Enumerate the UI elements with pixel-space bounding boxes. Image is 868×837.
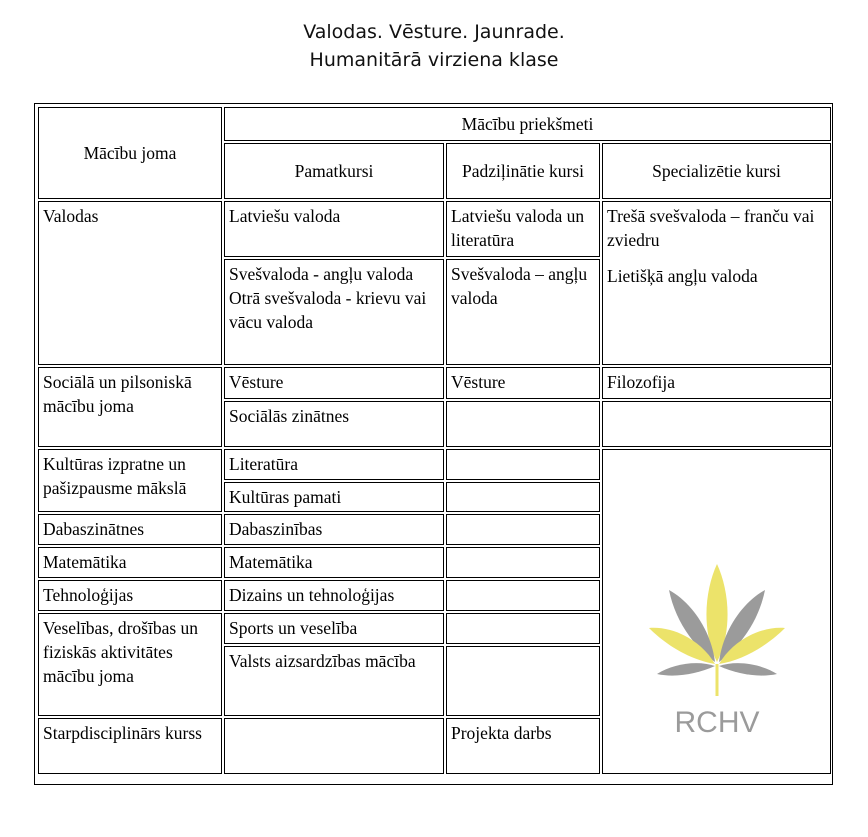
- social-specialized-1: Filozofija: [602, 367, 831, 399]
- title-line-2: Humanitārā virziena klase: [309, 49, 559, 71]
- valodas-basic-2: [224, 259, 444, 365]
- area-math: Matemātika: [38, 547, 222, 578]
- rchv-logo: [645, 550, 790, 750]
- valodas-basic-2-line1: Svešvaloda - angļu valoda: [229, 264, 414, 284]
- interdisciplinary-basic: [224, 718, 444, 774]
- culture-basic-1: Literatūra: [224, 449, 444, 480]
- social-advanced-2: [446, 401, 600, 447]
- header-advanced: Padziļinātie kursi: [446, 143, 600, 199]
- culture-advanced-1: [446, 449, 600, 480]
- math-advanced: [446, 547, 600, 578]
- math-basic: Matemātika: [224, 547, 444, 578]
- area-valodas: Valodas: [38, 201, 222, 365]
- header-basic: Pamatkursi: [224, 143, 444, 199]
- area-social: Sociālā un pilsoniskā mācību joma: [38, 367, 222, 447]
- interdisciplinary-advanced: Projekta darbs: [446, 718, 600, 774]
- tech-advanced: [446, 580, 600, 611]
- curriculum-table-frame: [34, 103, 833, 785]
- valodas-spec-1: Trešā svešvaloda – franču vai zviedru: [607, 206, 815, 250]
- header-subjects: Mācību priekšmeti: [224, 107, 831, 141]
- health-basic-1: Sports un veselība: [224, 613, 444, 644]
- logo-cell: [602, 449, 831, 774]
- health-advanced-2: [446, 646, 600, 716]
- culture-basic-2: Kultūras pamati: [224, 482, 444, 512]
- leaf-icon: [649, 564, 785, 696]
- valodas-basic-1: Latviešu valoda: [224, 201, 444, 257]
- valodas-basic-2-line2: Otrā svešvaloda - krievu vai vācu valoda: [229, 288, 427, 332]
- document-title: [0, 18, 868, 74]
- social-specialized-2: [602, 401, 831, 447]
- culture-advanced-2: [446, 482, 600, 512]
- area-tech: Tehnoloģijas: [38, 580, 222, 611]
- tech-basic: Dizains un tehnoloģijas: [224, 580, 444, 611]
- valodas-spec-2: Lietišķā angļu valoda: [607, 266, 758, 286]
- area-culture: Kultūras izpratne un pašizpausme mākslā: [38, 449, 222, 512]
- curriculum-table: [36, 105, 833, 776]
- science-advanced: [446, 514, 600, 545]
- valodas-specialized: [602, 201, 831, 365]
- valodas-advanced-1: Latviešu valoda un literatūra: [446, 201, 600, 257]
- area-health: Veselības, drošības un fiziskās aktivitātes mācību joma: [38, 613, 222, 716]
- title-line-1: Valodas. Vēsture. Jaunrade.: [303, 21, 565, 43]
- social-basic-1: Vēsture: [224, 367, 444, 399]
- header-area: Mācību joma: [38, 107, 222, 199]
- valodas-advanced-2: Svešvaloda – angļu valoda: [446, 259, 600, 365]
- area-science: Dabaszinātnes: [38, 514, 222, 545]
- logo-text: RCHV: [674, 706, 760, 739]
- social-advanced-1: Vēsture: [446, 367, 600, 399]
- area-interdisciplinary: Starpdisciplinārs kurss: [38, 718, 222, 774]
- health-advanced-1: [446, 613, 600, 644]
- header-specialized: Specializētie kursi: [602, 143, 831, 199]
- health-basic-2: Valsts aizsardzības mācība: [224, 646, 444, 716]
- science-basic: Dabaszinības: [224, 514, 444, 545]
- social-basic-2: Sociālās zinātnes: [224, 401, 444, 447]
